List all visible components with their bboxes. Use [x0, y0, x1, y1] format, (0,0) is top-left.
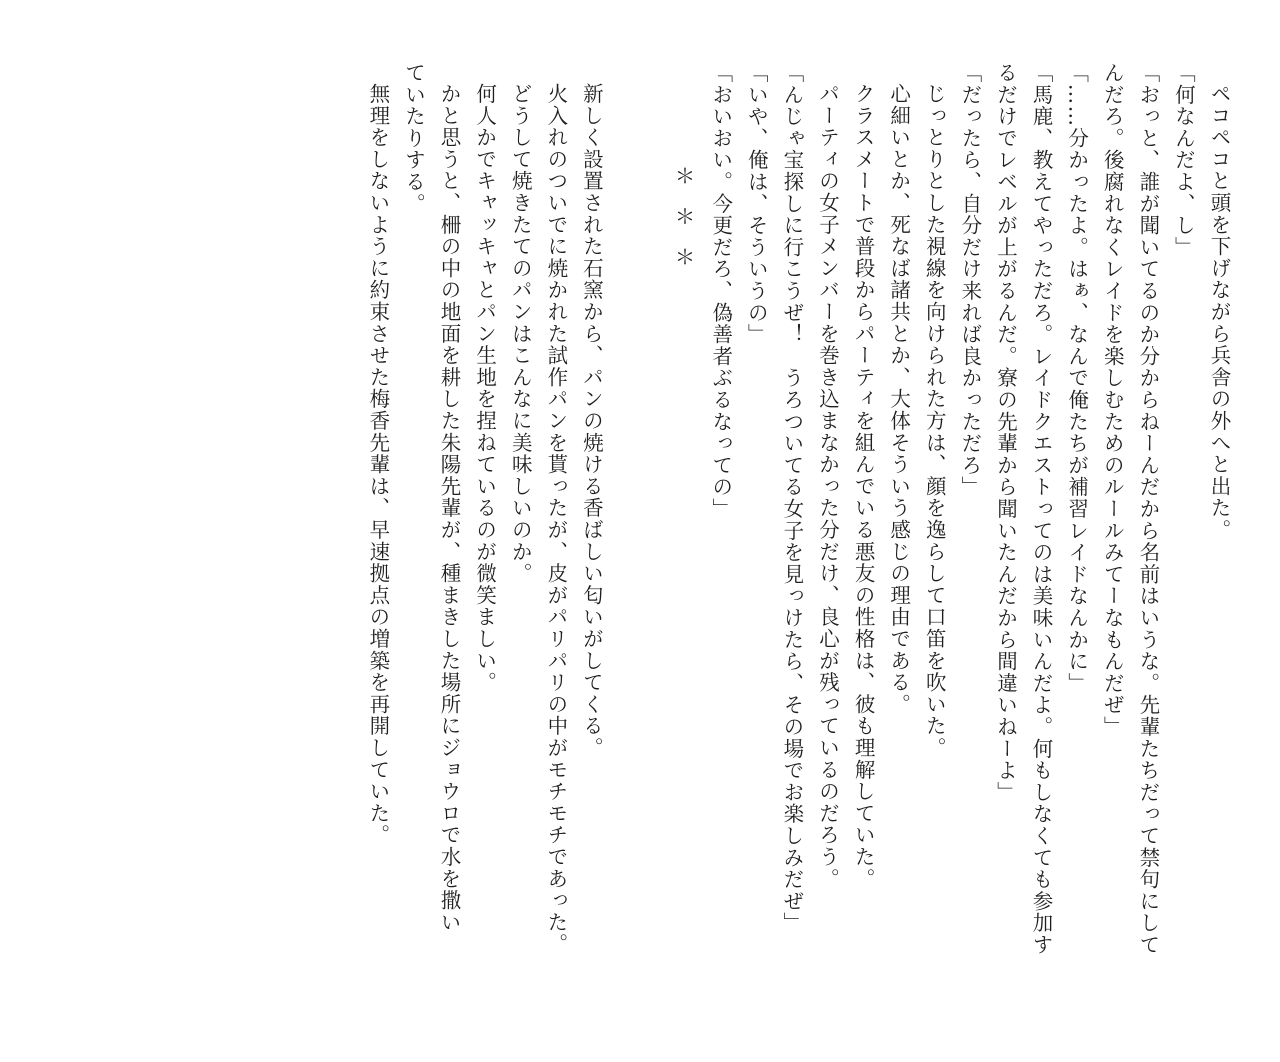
- text-line: 新しく設置された石窯から、パンの焼ける香ばしい匂いがしてくる。: [579, 82, 604, 759]
- text-line: 心細いとか、死なば諸共とか、大体そういう感じの理由である。: [886, 82, 911, 715]
- text-line: パーティの女子メンバーを巻き込まなかった分だけ、良心が残っているのだろう。: [815, 82, 840, 890]
- text-line: 何人かでキャッキャとパン生地を捏ねているのが微笑ましい。: [472, 82, 497, 693]
- text-line: 「何なんだよ、し」: [1171, 62, 1196, 259]
- text-line: 「んじゃ宝探しに行こうぜ！ うろついてる女子を見っけたら、その場でお楽しみだぜ」: [779, 62, 804, 934]
- text-line: ていたりする。: [401, 62, 426, 215]
- text-line: 「だったら、自分だけ来れば良かっただろ」: [957, 62, 982, 498]
- section-gap: [608, 62, 664, 1022]
- text-line: んだろ。後腐れなくレイドを楽しむためのルールみてーなもんだぜ」: [1100, 62, 1125, 738]
- text-line: じっとりとした視線を向けられた方は、顔を逸らして口笛を吹いた。: [922, 82, 947, 759]
- text-line: 「おっと、誰が聞いてるのか分からねーんだから名前はいうな。先輩たちだって禁句にして: [1135, 62, 1160, 956]
- text-line: ペコペコと頭を下げながら兵舎の外へと出た。: [1207, 82, 1231, 541]
- text-line: かと思うと、柵の中の地面を耕した朱陽先輩が、種まきした場所にジョウロで水を撒い: [437, 82, 462, 933]
- text-line: 「おいおい。今更だろ、偽善者ぶるなっての」: [708, 62, 733, 520]
- text-block-lower: [20, 62, 700, 1022]
- text-line: 無理をしないように約束させた梅香先輩は、早速拠点の増築を再開していた。: [365, 82, 390, 846]
- text-line: るだけでレベルが上がるんだ。寮の先輩から聞いたんだから間違いねーよ」: [993, 62, 1018, 804]
- text-line: 「……分かったよ。はぁ、なんで俺たちが補習レイドなんかに」: [1064, 62, 1089, 695]
- text-line: 「いや、俺は、そういうの」: [744, 62, 769, 346]
- section-separator: ＊＊＊: [671, 164, 695, 286]
- text-line: 「馬鹿、教えてやっただろ。レイドクエストってのは美味いんだよ。何もしなくても参加す: [1029, 62, 1054, 956]
- text-line: どうして焼きたてのパンはこんなに美味しいのか。: [508, 82, 533, 584]
- text-line: クラスメートで普段からパーティを組んでいる悪友の性格は、彼も理解していた。: [851, 82, 876, 890]
- text-line: 火入れのついでに焼かれた試作パンを貰ったが、皮がパリパリの中がモチモチであった。: [543, 82, 568, 955]
